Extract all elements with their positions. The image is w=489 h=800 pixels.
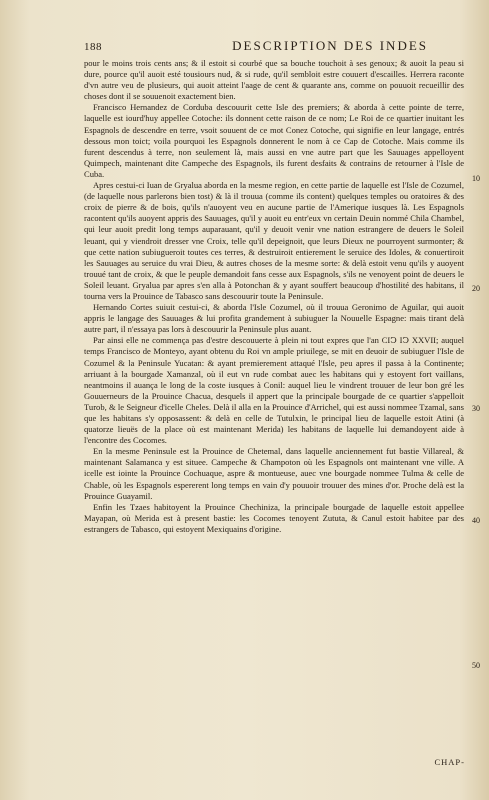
- margin-line-number: 10: [472, 174, 480, 183]
- running-title: DESCRIPTION DES INDES: [232, 38, 428, 53]
- margin-line-number: 30: [472, 404, 480, 413]
- paragraph: Hernando Cortes suiuit cestui-ci, & aborda l'Isle Cozumel, où il trouua Geronimo de Aguilar, qui auoit appris le langage des Sauuages & lui profita grandement à subiuguer la Nouuelle Espagne: mais tirant delà autre part, il n'essaya pas lors à descouurir la Peninsule plus auant.: [84, 302, 464, 335]
- paragraph: Francisco Hernandez de Corduba descouurit cette Isle des premiers; & aborda à cette pointe de terre, laquelle est iourd'huy appellee Cotoche: ils donnent cette raison de ce nom; Le Roi de ce quartier inuitant les Espagnols de descendre en terre, vsoit souuent de ce mot Conez Cotoche, qui signifie en leur langage, entrés dessous mon toict; voila pourquoi les Espagnols donnerent le nom à ce Cap de Cotoche. Mais comme ils furent descendus à terre, non seulement là, mais aussi en vne autre part que les Sauuages appelloyent Quimpech, maintenant dite Campeche des Espagnols, ils furent desfaits & contrains de retourner à l'Isle de Cuba.: [84, 102, 464, 179]
- margin-line-number: 20: [472, 284, 480, 293]
- paragraph: Enfin les Tzaes habitoyent la Prouince Chechiniza, la principale bourgade de laquelle estoit appellee Mayapan, où Merida est à present bastie: les Cocomes tenoyent Zututa, & Canul estoit habitee par des estrangers de Tabasco, qui estoyent Mexiquains d'origine.: [84, 501, 464, 534]
- page-header: [84, 38, 464, 54]
- page-number: 188: [84, 41, 102, 53]
- catchword: CHAP-: [434, 757, 465, 767]
- paragraph: pour le moins trois cents ans; & il estoit si courbé que sa bouche touchoit à ses genoux; & auoit la peau si dure, pource qu'il auoit esté tousiours nud, & si rude, qu'il sembloit estre couuert d'escailles. Herrera raconte d'vn autre veu de plusieurs, qui auoit atteint l'aage de cent & quarante ans, comme on pouuoit recueillir des choses dont il se souuenoit exactement bien.: [84, 58, 464, 102]
- paragraph: Apres cestui-ci Iuan de Gryalua aborda en la mesme region, en cette partie de laquelle est l'Isle de Cozumel, (de laquelle nous parlerons bien tost) & là il trouua (comme ils content) quelques temples ou oratoires & des croix de pierre & de bois, qu'ils n'auoyent veu en aucune partie de l'Amerique iusques là. Les Espagnols racontent qu'ils auoyent appris des Sauuages, qu'il y auoit eu entr'eux vn certain Deuin nommé Chila Chambel, qui leur auoit predit long temps auparauant, qu'il y deuoit venir vne nation estrangere de deuers le Soleil leuant, qui y viendroit dresser vne Croix, telle qu'il depeignoit, que leurs Dieux ne pourroyent surmonter; & que cette nation subiugueroit toutes ces terres, & destruiroit entierement le seruice des Idoles, & conuertiroit les Sauuages au seruice du vrai Dieu, & autres choses de la mesme sorte: & delà estoit venu qu'ils y auoyent trouué tant de croix, & que le peuple demandoit fans cesse aux Espagnols, s'ils ne venoyent point de deuers le Soleil leuant. Gryalua par apres s'en alla à Potonchan & y ayant souffert beaucoup d'hostilité des habitans, il tourna vers la Prouince de Tabasco sans descouurir toute la Peninsule.: [84, 180, 464, 301]
- body-text: [84, 58, 464, 535]
- margin-line-number: 50: [472, 661, 480, 670]
- margin-line-number: 40: [472, 516, 480, 525]
- paragraph: En la mesme Peninsule est la Prouince de Chetemal, dans laquelle anciennement fut bastie Villareal, & maintenant Salamanca y est situee. Campeche & Champoton où les Espagnols ont maintenant vne ville. A icelle est iointe la Prouince Cochuaque, aspre & montueuse, auec vne bourgade nommee Tulma & celle de Chable, où les Espagnols espererent long temps en vain d'y pouuoir trouuer des mines d'or. Proche delà est la Prouince Guayamil.: [84, 446, 464, 501]
- paragraph: Par ainsi elle ne commença pas d'estre descouuerte à plein ni tout expres que l'an CIↃ IↃ XXVII; auquel temps Francisco de Monteyo, ayant obtenu du Roi vn ample priuilege, se mit en deuoir de subiuguer l'Isle de Cozumel & la Peninsule Yucatan: & ayant premierement attaqué l'Isle, peu apres il passa à la Continente; arriuant à la bourgade Xamanzal, où il eut vn rude combat auec les habitans qui y estoyent fort vaillans, neantmoins il auança le long de la coste iusques à Conil: auquel lieu le vindrent trouuer de leur bon gré les Gouuerneurs de la Prouince Chacua, desquels il appert que la principale bourgade de ce quartier s'appelloit Turob, & le Seigneur d'icelle Cheles. Delà il alla en la Prouince d'Arrichel, qui est aussi nommee Tzamal, sans que les habitans s'y opposassent: & delà en celle de Tutulxin, le principal lieu de laquelle estoit Atini (à quatorze lieuës de la place où est maintenant Merida) les habitans de laquelle lui demandoyent aide à l'encontre des Cocomes.: [84, 335, 464, 446]
